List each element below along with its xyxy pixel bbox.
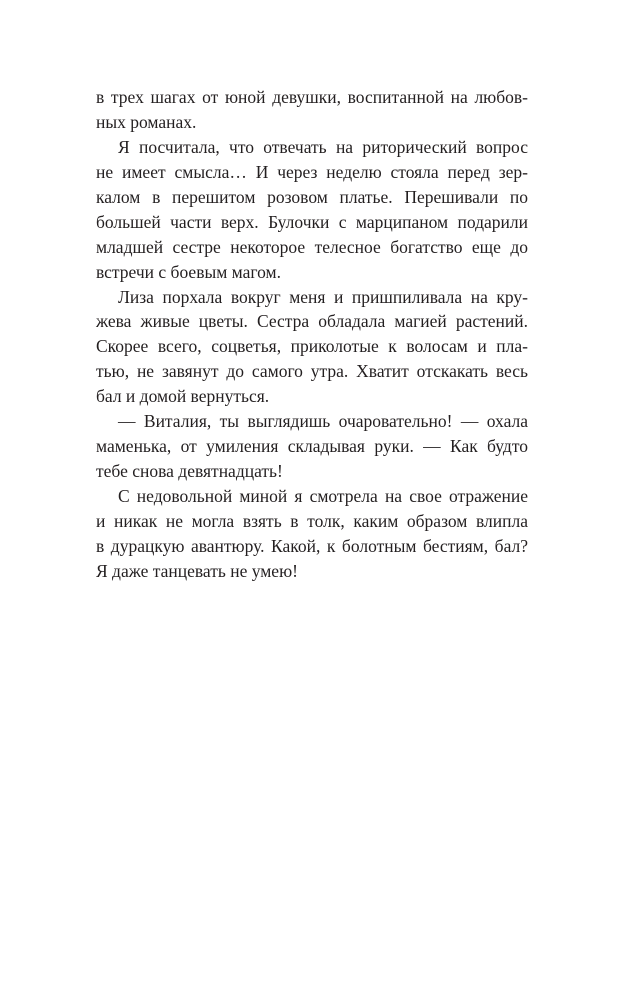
text-line: Лиза порхала вокруг меня и пришпиливала на кру- xyxy=(118,286,528,307)
text-line: тебе снова девятнадцать! xyxy=(96,461,283,482)
text-line: ных романах. xyxy=(96,111,197,132)
text-line: — Виталия, ты выглядишь очаровательно! — охала xyxy=(118,411,528,432)
text-line: Я даже танцевать не умею! xyxy=(96,560,298,581)
book-page-text xyxy=(96,85,528,584)
text-line: младшей сестре некоторое телесное богатство еще до xyxy=(96,236,528,257)
text-line: калом в перешитом розовом платье. Перешивали по xyxy=(96,186,528,207)
text-line: маменька, от умиления складывая руки. — Как будто xyxy=(96,436,528,457)
text-line: и никак не могла взять в толк, каким образом влипла xyxy=(96,510,528,531)
text-line: Я посчитала, что отвечать на риторический вопрос xyxy=(118,136,528,157)
text-line: встречи с боевым магом. xyxy=(96,261,281,282)
text-line: большей части верх. Булочки с марципаном подарили xyxy=(96,211,528,232)
text-line: бал и домой вернуться. xyxy=(96,386,270,407)
text-line: не имеет смысла… И через неделю стояла перед зер- xyxy=(96,161,528,182)
text-line: С недовольной миной я смотрела на свое отражение xyxy=(118,486,528,506)
text-line: в трех шагах от юной девушки, воспитанной на любов- xyxy=(96,87,528,107)
text-line: в дурацкую авантюру. Какой, к болотным бестиям, бал? xyxy=(96,535,528,556)
text-line: Скорее всего, соцветья, приколотые к волосам и пла- xyxy=(96,336,528,357)
text-line: тью, не завянут до самого утра. Хватит отскакать весь xyxy=(96,361,528,382)
text-line: жева живые цветы. Сестра обладала магией растений. xyxy=(96,311,528,332)
